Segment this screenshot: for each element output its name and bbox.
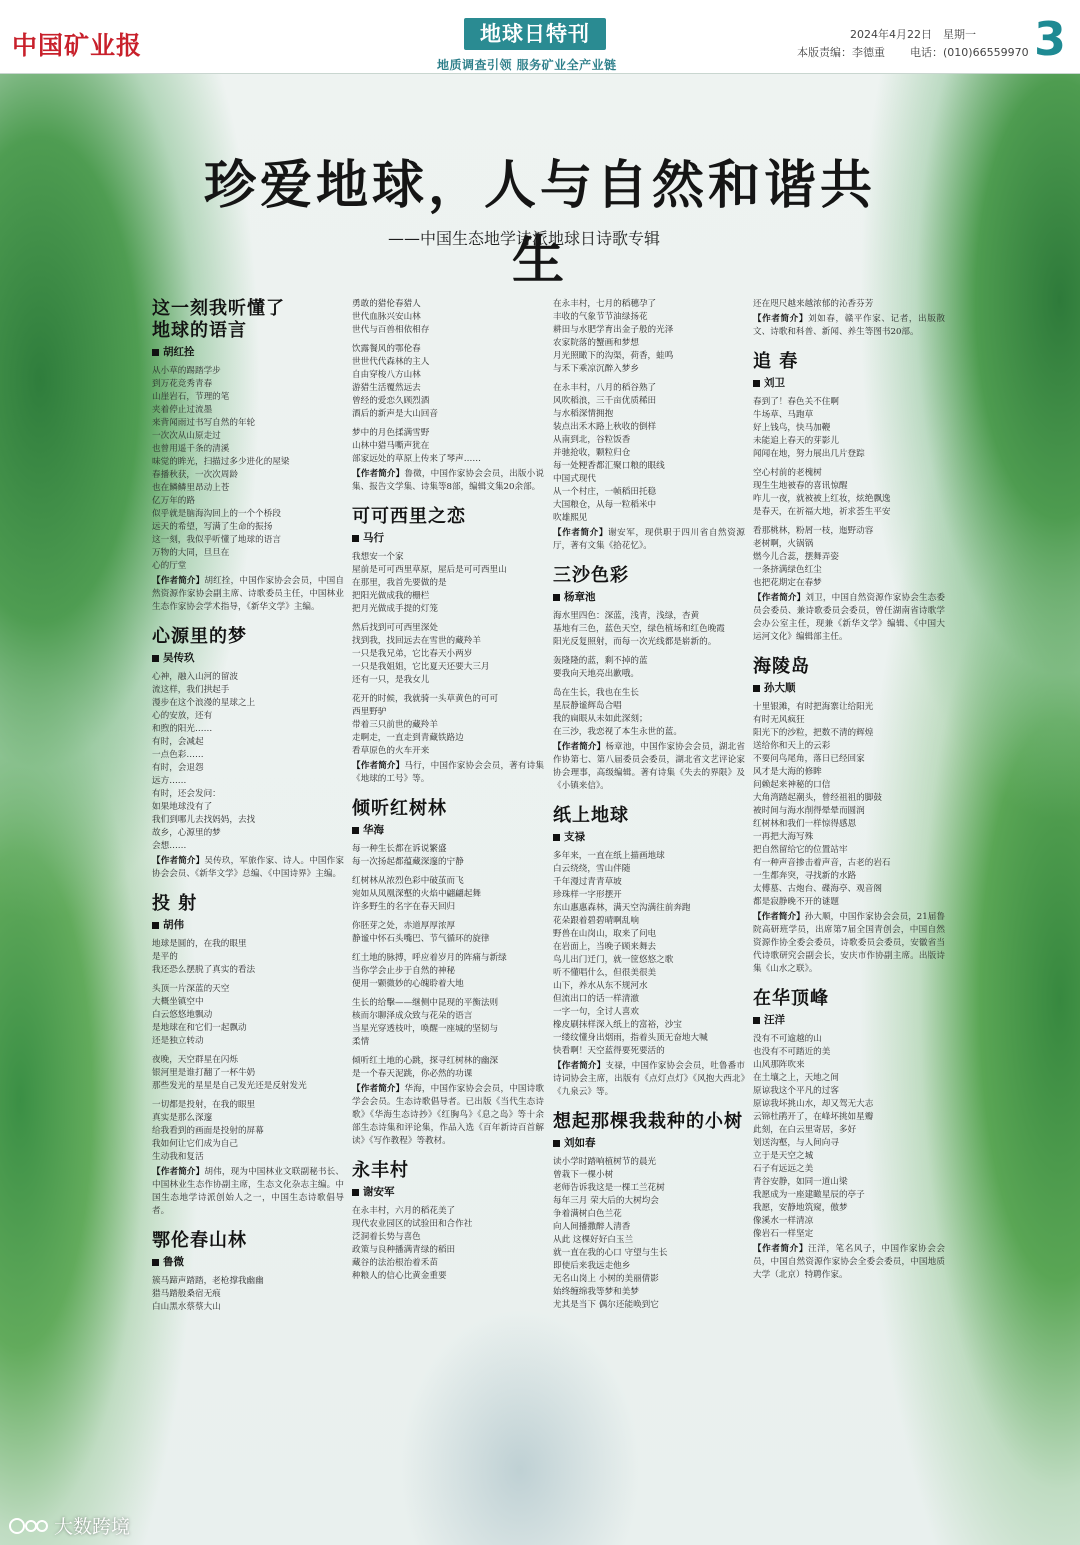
special-issue-badge: 地球日特刊 — [464, 18, 606, 50]
poem-line: 像岩石一样坚定 — [753, 1229, 814, 1239]
poem-block — [753, 988, 945, 1282]
poem-line: 在永丰村，六月的稻花美了 — [352, 1206, 456, 1216]
poem-line: 空心村前的老槐树 — [753, 468, 822, 478]
poem-line: 云锦杜鹃开了，在峰坏挑如星瓣 — [753, 1112, 874, 1122]
poem-line: 燃今儿合蕊，摆舞弄姿 — [753, 552, 839, 562]
poem-line: 在三沙，我恋视了本生永世的蓝。 — [553, 727, 682, 737]
poem-body — [553, 1156, 745, 1312]
poem-author: 杨章池 — [553, 589, 745, 604]
poem-line: 白山黑水蔡蔡大山 — [152, 1302, 221, 1312]
poem-line: 多年来，一直在纸上描画地球 — [553, 851, 665, 861]
poem-block — [352, 1160, 544, 1283]
square-bullet-icon — [352, 1189, 359, 1196]
poem-line: 即使后来我远走他乡 — [553, 1261, 631, 1271]
poem-line: 我们到哪儿去找妈妈，去找 — [152, 815, 256, 825]
poem-line: 海水里四色：深蓝，浅青，浅绿，杏黄 — [553, 611, 700, 621]
watermark-text: 大数跨境 — [54, 1516, 131, 1538]
poem-line: 把阳光做成我的栅栏 — [352, 591, 430, 601]
poem-line: 看那桃林，粉屑一枝，迤野动容 — [753, 526, 874, 536]
poem-line: 地球是圆的，在我的眼里 — [152, 939, 247, 949]
poem-line: 山风那阵吹来 — [753, 1060, 805, 1070]
poem-body — [152, 671, 344, 853]
poem-line: 世代血脉兴安山林 — [352, 312, 421, 322]
poem-line: 倾听红土地的心跳，探寻红树林的幽深 — [352, 1056, 499, 1066]
poem-line: 花朵跟着碧碧晴啊乱响 — [553, 916, 639, 926]
slogan: 地质调查引领 服务矿业全产业链 — [437, 58, 617, 72]
poem-line: 藏谷的法治根治着禾苗 — [352, 1258, 438, 1268]
poem-line: 丰收的气象节节油绿扬花 — [553, 312, 648, 322]
poem-line: 向人间播撒醉人清香 — [553, 1222, 631, 1232]
poem-line: 春到了！春色关不住啊 — [753, 397, 839, 407]
poem-line: 是地球在和它们一起飘动 — [152, 1023, 247, 1033]
masthead-logo: 中国矿业报 — [12, 31, 143, 60]
poem-line: 我愿，安静地筑窥，傲梦 — [753, 1203, 848, 1213]
poem-line: 有时，会减起 — [152, 737, 204, 747]
poem-block — [152, 626, 344, 881]
poem-line: 一缕纹懂身出烟雨，指着头顶无奋地大喊 — [553, 1033, 708, 1043]
poem-line: 基地有三色，蓝色天空，绿色植场和红色晚霞 — [553, 624, 725, 634]
poem-line: 阳光反复照射，而每一次光线都是崭新的。 — [553, 637, 717, 647]
poem-author: 胡伟 — [152, 917, 344, 932]
poem-line: 饮露餐风的鄂伦春 — [352, 344, 421, 354]
poem-line: 装点出禾木路上秋收的倒样 — [553, 422, 657, 432]
poem-line: 立于是天空之城 — [753, 1151, 814, 1161]
poem-line: 一次次从山原走过 — [152, 431, 221, 441]
poem-line: 山下，养水从东不规河水 — [553, 981, 648, 991]
poem-author: 马行 — [352, 530, 544, 545]
page-header — [0, 0, 1080, 74]
square-bullet-icon — [152, 1259, 159, 1266]
square-bullet-icon — [152, 922, 159, 929]
poem-line: 到万花竞秀青春 — [152, 379, 213, 389]
poem-line: 千年漫过青青草坡 — [553, 877, 622, 887]
poem-line: 不要问鸟尾角，落日已经回家 — [753, 754, 865, 764]
poem-line: 划送沟壑，与人间向寻 — [753, 1138, 839, 1148]
poem-line: 把月光做成手提的灯笼 — [352, 604, 438, 614]
poem-line: 阳光下的沙粒，把数不清的辉煌 — [753, 728, 874, 738]
poem-line: 像溪水一样清凉 — [753, 1216, 814, 1226]
poem-body — [753, 701, 945, 909]
column-2 — [352, 298, 544, 1295]
poem-line: 故乡，心源里的梦 — [152, 828, 221, 838]
poem-line: 无名山岗上 小树的美丽倩影 — [553, 1274, 659, 1284]
author-bio: 【作者简介】华海，中国作家协会会员，中国诗歌学会会员。生态诗歌倡导者。已出版《当代生态诗歌》《华海生态诗抄》《红胸鸟》《息之岛》等十余部生态诗集和评论集，作品入选《百年新诗百首解读》《写作教程》等教材。 — [352, 1084, 544, 1146]
poem-line: 并驰抢收，颗粒归仓 — [553, 448, 631, 458]
poem-line: 我想安一个家 — [352, 552, 404, 562]
poem-line: 野兽在山岗山，取来了问电 — [553, 929, 657, 939]
square-bullet-icon — [753, 685, 760, 692]
poem-line: 勇敢的猎伦春猎人 — [352, 299, 421, 309]
poem-title: 纸上地球 — [553, 805, 629, 826]
poem-line: 你胚芽之处，赤道厚厚浓厚 — [352, 921, 456, 931]
poem-line: 但流出口的话一样清澈 — [553, 994, 639, 1004]
poem-line: 中国式现代 — [553, 474, 596, 484]
poem-line: 一字一句，全讨人喜欢 — [553, 1007, 639, 1017]
poem-author: 支禄 — [553, 829, 745, 844]
poem-line: 我愿成为一座建瞰星辰的亭子 — [753, 1190, 865, 1200]
poem-line: 这一刻，我似乎听懂了地球的语言 — [152, 535, 281, 545]
poem-line: 在永丰村，七月的稻穗孕了 — [553, 299, 657, 309]
poem-title: 想起那棵我栽种的小树 — [553, 1111, 743, 1132]
poem-line: 当你学会止步于自然的神秘 — [352, 966, 456, 976]
poem-line: 要我向天地亮出歉哦。 — [553, 669, 639, 679]
poem-line: 是春天，在祈福大地，祈求荟生平安 — [753, 507, 891, 517]
column-4 — [753, 298, 945, 1294]
poem-line: 那些发光的星星是自己发光还是反射发光 — [152, 1081, 307, 1091]
poem-body — [352, 1205, 544, 1283]
poem-line: 吹雄熙见 — [553, 513, 588, 523]
poem-line: 与水稻深情拥抱 — [553, 409, 614, 419]
poem-line: 流这样，我们拱起手 — [152, 685, 230, 695]
poem-line: 每一次扬起都蕴藏深邃的宁静 — [352, 857, 464, 867]
poem-title: 三沙色彩 — [553, 565, 629, 586]
poem-line: 原谅我坏挑山水，却又驾无大志 — [753, 1099, 874, 1109]
issue-date: 2024年4月22日 星期一 — [850, 28, 976, 41]
poem-line: 种粮人的信心比黄金重要 — [352, 1271, 447, 1281]
poem-line: 我如何让它们成为自己 — [152, 1139, 238, 1149]
poem-block — [753, 298, 945, 339]
poem-line: 银河里是谁打翻了一杯牛奶 — [152, 1068, 256, 1078]
poem-title: 鄂伦春山林 — [152, 1230, 247, 1251]
poem-line: 风吹稻浪，三千亩优质稀田 — [553, 396, 657, 406]
poem-line: 此刻，在白云里寄居，多好 — [753, 1125, 857, 1135]
poem-line: 每一种生长都在诉说繁盛 — [352, 844, 447, 854]
poem-line: 大国粮仓，从每一粒稻米中 — [553, 500, 657, 510]
poem-line: 头顶一片深蓝的天空 — [152, 984, 230, 994]
poem-line: 春播秋获，一次次周龄 — [152, 470, 238, 480]
poem-line: 月光照瞰下的沟渠，荷香，蛙鸣 — [553, 351, 674, 361]
poem-line: 从小草的踢踏学步 — [152, 366, 221, 376]
poem-body — [553, 850, 745, 1058]
poem-line: 十里银滩，有时把海寨让给阳光 — [753, 702, 874, 712]
author-bio: 【作者简介】马行，中国作家协会会员，著有诗集《地球的工号》等。 — [352, 761, 544, 784]
poem-line: 始终缠绵我等梦和美梦 — [553, 1287, 639, 1297]
poem-line: 问赖起来神秘的口信 — [753, 780, 831, 790]
poem-line: 也没有不可踏近的美 — [753, 1047, 831, 1057]
poem-line: 味觉的眸光，扫描过多少进化的屋梁 — [152, 457, 290, 467]
poem-title: 永丰村 — [352, 1160, 409, 1181]
poem-line: 游猎生活覆然远去 — [352, 383, 421, 393]
poem-block — [152, 893, 344, 1218]
poem-block — [753, 656, 945, 976]
poem-line: 在永丰村，八月的稻谷熟了 — [553, 383, 657, 393]
poem-title: 投 射 — [152, 893, 198, 914]
poem-author: 胡红拴 — [152, 344, 344, 359]
poem-block — [352, 298, 544, 494]
poem-line: 有时，会退怨 — [152, 763, 204, 773]
poem-author: 刘如春 — [553, 1135, 745, 1150]
square-bullet-icon — [152, 349, 159, 356]
poem-line: 柔情 — [352, 1037, 370, 1047]
poem-line: 都是寂静晚不开的谜题 — [753, 897, 839, 907]
poem-body — [753, 1033, 945, 1241]
poem-body — [352, 298, 544, 466]
poem-line: 就一直在我的心口 守望与生长 — [553, 1248, 668, 1258]
poem-line: 猎马踏般桑宿无痕 — [152, 1289, 221, 1299]
square-bullet-icon — [753, 380, 760, 387]
poem-line: 从此 这棵好好白玉兰 — [553, 1235, 634, 1245]
poem-line: 把自然留给它的位置站牢 — [753, 845, 848, 855]
poem-line: 核而尔聊泽成众致与花朵的语言 — [352, 1011, 473, 1021]
poem-title: 可可西里之恋 — [352, 506, 466, 527]
poem-line: 还在咫尺越来越浓郁的沁香芬芳 — [753, 299, 874, 309]
poem-line: 心的厅堂 — [152, 561, 187, 571]
poem-line: 是平的 — [152, 952, 178, 962]
poem-line: 送给你和天上的云彩 — [753, 741, 831, 751]
poem-line: 曾栽下一棵小树 — [553, 1170, 614, 1180]
poem-block — [553, 805, 745, 1099]
poem-line: 闻闻在地，努力展出几片登踪 — [753, 449, 865, 459]
poem-title: 倾听红树林 — [352, 798, 447, 819]
poem-line: 屋前是可可西里草原，屋后是可可西里山 — [352, 565, 507, 575]
square-bullet-icon — [352, 827, 359, 834]
poem-author: 汪洋 — [753, 1012, 945, 1027]
poem-block — [152, 1230, 344, 1314]
poem-line: 真实是那么深邃 — [152, 1113, 213, 1123]
column-3 — [553, 298, 745, 1324]
poem-line: 万物的大同，旦旦在 — [152, 548, 230, 558]
author-bio: 【作者简介】支禄，中国作家协会会员，吐鲁番市诗词协会主席，出版有《点灯点灯》《风抱大西北》《九泉云》等。 — [553, 1061, 745, 1097]
poem-line: 生动我和复活 — [152, 1152, 204, 1162]
poem-line: 大角湾踏起潮头，曾经祖祖的脚鼓 — [753, 793, 882, 803]
poem-block — [553, 1111, 745, 1312]
author-bio: 【作者简介】胡红拴，中国作家协会会员，中国自然资源作家协会副主席、诗歌委员主任，中国林业生态作家协会学术指导，《新华文学》主编。 — [152, 576, 344, 612]
poem-line: 花开的时候，我就骑一头草黄色的可可 — [352, 694, 499, 704]
poem-title: 追 春 — [753, 351, 799, 372]
poem-author: 吴传玖 — [152, 650, 344, 665]
poem-line: 牛场草、马跑草 — [753, 410, 814, 420]
poem-line: 找到我，找回远去在雪世的藏羚羊 — [352, 636, 481, 646]
poem-line: 好上钱鸟，快马加鞭 — [753, 423, 831, 433]
poem-line: 在土壤之上，天地之间 — [753, 1073, 839, 1083]
poem-line: 漫步在这个浪漫的星球之上 — [152, 698, 256, 708]
poem-line: 一生都奔突，寻找新的水路 — [753, 871, 857, 881]
poem-line: 曾经的爱恋久顾烈酒 — [352, 396, 430, 406]
poem-line: 当星光穿透枝叶，唤醒一座城的坚韧与 — [352, 1024, 499, 1034]
poem-line: 从一个村庄，一帧稻田托稳 — [553, 487, 657, 497]
poem-line: 也在鳞鳞里昂动上苍 — [152, 483, 230, 493]
poem-line: 部家远处的草原上传来了琴声…… — [352, 454, 481, 464]
poem-line: 轰隆隆的蓝，剩不掉的蓝 — [553, 656, 648, 666]
poem-line: 政策与良种播满青绿的稻田 — [352, 1245, 456, 1255]
poem-line: 夹着停止过流墨 — [152, 405, 213, 415]
poem-line: 山林中猎马嘶声犹在 — [352, 441, 430, 451]
poem-line: 心神，融入山河的留波 — [152, 672, 238, 682]
poem-line: 一条挤满绿色红尘 — [753, 565, 822, 575]
poem-line: 生长的给擊——继侧中昆现的平衡法则 — [352, 998, 499, 1008]
poem-block — [553, 565, 745, 793]
poem-line: 白云悠悠地飘动 — [152, 1010, 213, 1020]
poem-line: 心的安放，还有 — [152, 711, 213, 721]
poem-title: 在华顶峰 — [753, 988, 829, 1009]
poem-body — [152, 1275, 344, 1314]
watermark-logo-icon — [8, 1514, 52, 1538]
poem-line: 走啊走，一直走到青藏铁路边 — [352, 733, 464, 743]
author-bio: 【作者简介】汪洋，笔名风子，中国作家协会会员，中国自然资源作家协会全委会委员，中国地质大学（北京）特聘作家。 — [753, 1244, 945, 1280]
poem-body — [753, 298, 945, 311]
poem-line: 现生生地被春的喜讯惊醒 — [753, 481, 848, 491]
poem-author: 刘卫 — [753, 375, 945, 390]
poem-line: 有时无风疯狂 — [753, 715, 805, 725]
poem-line: 许多野生的名字在春天回归 — [352, 902, 456, 912]
poem-line: 酒后的新声是大山回音 — [352, 409, 438, 419]
poem-line: 静谧中怀石头嘴巴、节气循环的旋律 — [352, 934, 490, 944]
square-bullet-icon — [152, 655, 159, 662]
poem-line: 是一个春天泥跳，你必然的功课 — [352, 1069, 473, 1079]
poem-block — [152, 298, 344, 614]
author-bio: 【作者简介】孙大顺，中国作家协会会员，21届鲁院高研班学员，出席第7届全国青创会，中国自然资源作协全委会委员，诗歌委员会委员，安徽省当代诗歌研究会副会长，安庆市作协副主席。出版诗集《山水之联》。 — [753, 912, 945, 974]
poem-line: 被时间与海水削得晕晕而圆润 — [753, 806, 865, 816]
poem-line: 也曾用遥千条的清溪 — [152, 444, 230, 454]
poem-line: 风才是大海的修眸 — [753, 767, 822, 777]
author-bio: 【作者简介】刘如春，赣平作家、记者，出版散文、诗歌和科普、新闻、养生等图书20部。 — [753, 314, 945, 337]
poem-line: 争着满树白色兰花 — [553, 1209, 622, 1219]
author-bio: 【作者简介】吴传玖，军旅作家、诗人。中国作家协会会员、《新华文学》总编、《中国诗界》主编。 — [152, 856, 344, 879]
poem-line: 自由穿梭八方山林 — [352, 370, 421, 380]
poem-title: 心源里的梦 — [152, 626, 247, 647]
poem-line: 梦中的月色揉满雪野 — [352, 428, 430, 438]
poem-block — [352, 506, 544, 786]
poem-line: 农家院落的蟹画和梦想 — [553, 338, 639, 348]
poem-line: 与禾下乘凉沉醉入梦乡 — [553, 364, 639, 374]
poem-title: 海陵岛 — [753, 656, 810, 677]
poem-line: 便用一颗微妙的心魄聆着大地 — [352, 979, 464, 989]
square-bullet-icon — [753, 1017, 760, 1024]
poem-line: 似乎就是脑海沟回上的一个个桥段 — [152, 509, 281, 519]
poem-line: 耕田与水肥学育出金子般的光泽 — [553, 325, 674, 335]
poem-line: 鸟儿出门迁门，就一筐悠悠之歌 — [553, 955, 674, 965]
poem-line: 现代农业园区的试验田和合作社 — [352, 1219, 473, 1229]
poem-line: 没有不可逾越的山 — [753, 1034, 822, 1044]
poem-line: 在那里，我首先要做的是 — [352, 578, 447, 588]
poem-line: 看草原色的火车开来 — [352, 746, 430, 756]
author-bio: 【作者简介】杨章池，中国作家协会会员，湖北省作协第七、第八届委员会委员，湖北省文艺评论家协会理事，高级编辑。著有诗集《失去的界限》及《小镇来信》。 — [553, 742, 745, 791]
poem-line: 从南到北，谷粒饭香 — [553, 435, 631, 445]
poem-block — [352, 798, 544, 1148]
poem-line: 会想…… — [152, 841, 187, 851]
poem-line: 有一种声音掺击着声音，古老的岩石 — [753, 858, 891, 868]
poem-body — [352, 843, 544, 1081]
poem-line: 一只是我兄弟，它比春天小两岁 — [352, 649, 473, 659]
poem-body — [553, 610, 745, 739]
poem-line: 泛洞着长势与喜色 — [352, 1232, 421, 1242]
poem-line: 我的扁眼从未如此深刻； — [553, 714, 648, 724]
poem-line: 红树林从浓烈色彩中破茧而飞 — [352, 876, 464, 886]
poem-line: 有时，还会发问： — [152, 789, 221, 799]
poem-line: 橡皮刷抹样深入纸上的富裕，沙宝 — [553, 1020, 682, 1030]
poem-line: 一点色彩…… — [152, 750, 204, 760]
page-subtitle: ——中国生态地学诗派地球日诗歌专辑 — [388, 229, 661, 248]
square-bullet-icon — [553, 1140, 560, 1147]
poem-line: 也把花期定在春梦 — [753, 578, 822, 588]
editor-phone: 电话：(010)66559970 — [910, 46, 1029, 59]
column-1 — [152, 298, 344, 1326]
poem-line: 东山惠惠森林，满天空沟满往前奔跑 — [553, 903, 691, 913]
poem-line: 咋儿一夜，就被被上红妆，炫绝飘逸 — [753, 494, 891, 504]
poem-line: 太傅墓、古炮台、碟海亭、观音阁 — [753, 884, 882, 894]
poem-line: 西里野驴 — [352, 707, 387, 717]
poem-line: 岛在生长，我也在生长 — [553, 688, 639, 698]
poem-author: 华海 — [352, 822, 544, 837]
author-bio: 【作者简介】胡伟，现为中国林业文联副秘书长、中国林业生态作协副主席，生态文化杂志主编。中国生态地学诗派创始人之一，中国生态诗歌倡导者。 — [152, 1167, 344, 1216]
square-bullet-icon — [553, 834, 560, 841]
poem-block — [553, 298, 745, 553]
poem-body — [152, 938, 344, 1164]
poem-line: 原谅我这个平凡的过客 — [753, 1086, 839, 1096]
poem-body — [553, 298, 745, 525]
page-number: 3 — [1034, 12, 1067, 66]
author-bio: 【作者简介】鲁微，中国作家协会会员，出版小说集、报告文学集、诗集等8部，编辑文集20余部。 — [352, 469, 544, 492]
poem-line: 远天的希望，写满了生命的振扬 — [152, 522, 273, 532]
poem-line: 如果地球没有了 — [152, 802, 213, 812]
poem-line: 还是独立转动 — [152, 1036, 204, 1046]
poem-title: 这一刻我听懂了 地球的语言 — [152, 298, 285, 341]
poem-line: 还有一只，是我女儿 — [352, 675, 430, 685]
poem-line: 大概坐镇空中 — [152, 997, 204, 1007]
poem-line: 然后找到可可西里深处 — [352, 623, 438, 633]
poem-line: 老树啊，火锅锅 — [753, 539, 814, 549]
poem-line: 带着三只前世的藏羚羊 — [352, 720, 438, 730]
poem-line: 青谷安静，如同一道山梁 — [753, 1177, 848, 1187]
poem-line: 石子有远远之美 — [753, 1164, 814, 1174]
poem-line: 未能追上春天的芽影儿 — [753, 436, 839, 446]
poem-line: 世世代代森林的主人 — [352, 357, 430, 367]
poem-line: 听不懂唱什么，但很美很美 — [553, 968, 657, 978]
poem-line: 快看啊！天空蓝得要死要活的 — [553, 1046, 665, 1056]
poem-line: 簇马蹄声踏踏，老枪撑我幽幽 — [152, 1276, 264, 1286]
poem-block — [753, 351, 945, 644]
author-bio: 【作者简介】谢安军，现供职于四川省自然资源厅，著有文集《拾花忆》。 — [553, 528, 745, 551]
poem-line: 红树林和我们一样惊得感恩 — [753, 819, 857, 829]
poem-line: 夜晚，天空群星在闪烁 — [152, 1055, 238, 1065]
author-bio: 【作者简介】刘卫，中国自然资源作家协会生态委员会委员、兼诗歌委员会委员，曾任湖南省诗歌学会办公室主任，现兼《新华文学》编辑、《中国大运河文化》编辑部主任。 — [753, 593, 945, 642]
poem-line: 来背闻雨过书写自然的年轮 — [152, 418, 256, 428]
poem-line: 红土地的脉搏，呼应着岁月的阵痛与新绿 — [352, 953, 507, 963]
poem-line: 一再把大海写殊 — [753, 832, 814, 842]
poem-line: 远方…… — [152, 776, 187, 786]
poem-line: 每年三月 荣大后的大树均会 — [553, 1196, 659, 1206]
poem-line: 一只是我姐姐，它比夏天还要大三月 — [352, 662, 490, 672]
poem-line: 白云绕绕，雪山伴随 — [553, 864, 631, 874]
poem-line: 一切都是投射，在我的眼里 — [152, 1100, 256, 1110]
poem-line: 宛如从凤凰深壑的火焰中翩翩起舞 — [352, 889, 481, 899]
poem-line: 我还恐么摆脱了真实的看法 — [152, 965, 256, 975]
poem-line: 和煦的阳光…… — [152, 724, 213, 734]
poem-line: 亿万年的路 — [152, 496, 195, 506]
poem-line: 世代与百兽相依相存 — [352, 325, 430, 335]
poem-body — [753, 396, 945, 590]
page-editor: 本版责编：李德重 — [797, 46, 885, 59]
square-bullet-icon — [352, 535, 359, 542]
poem-author: 鲁微 — [152, 1254, 344, 1269]
poem-line: 尤其是当下 偶尔还能唤到它 — [553, 1300, 659, 1310]
poem-line: 读小学时踏响植树节的晨光 — [553, 1157, 657, 1167]
poem-line: 老师告诉我这是一棵工兰花树 — [553, 1183, 665, 1193]
poem-line: 每一处粳香都汇聚口粮的眼线 — [553, 461, 665, 471]
poem-body — [352, 551, 544, 758]
poem-line: 星辰静谧辉岛合唱 — [553, 701, 622, 711]
poem-line: 山崖岩石，节理的笔 — [152, 392, 230, 402]
page-title: 珍爱地球，人与自然和谐共生 — [203, 155, 876, 291]
poem-author: 谢安军 — [352, 1184, 544, 1199]
square-bullet-icon — [553, 594, 560, 601]
poem-line: 给我看到的画面是投射的屏幕 — [152, 1126, 264, 1136]
poem-line: 珍珠样一字形摆开 — [553, 890, 622, 900]
poem-line: 在岩面上，当晚子顾来舞去 — [553, 942, 657, 952]
poem-author: 孙大顺 — [753, 680, 945, 695]
poem-body — [152, 365, 344, 573]
